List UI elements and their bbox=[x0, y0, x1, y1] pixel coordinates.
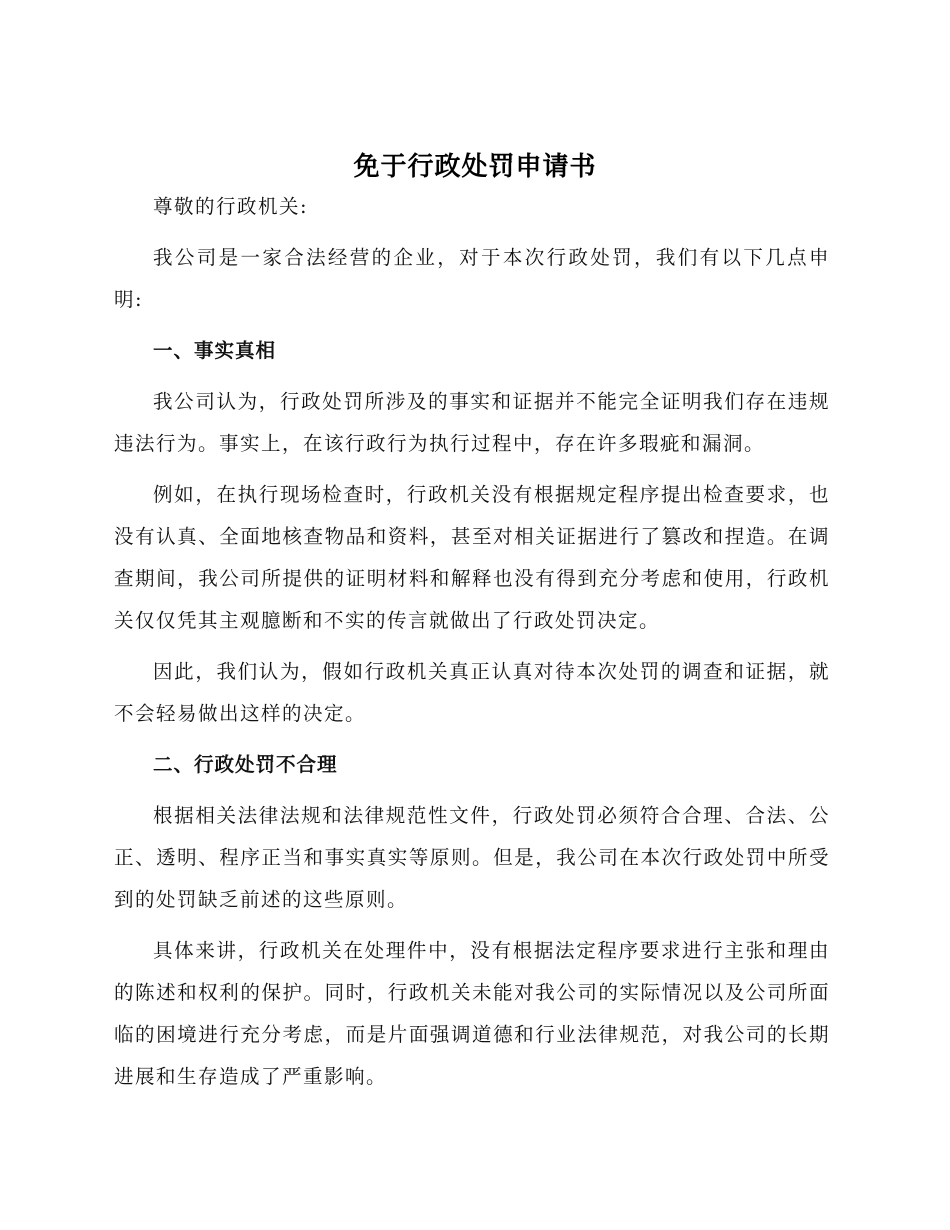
section-2-heading: 二、行政处罚不合理 bbox=[153, 753, 338, 776]
section-1-heading: 一、事实真相 bbox=[153, 339, 277, 362]
section-2-paragraph-1: 根据相关法律法规和法律规范性文件，行政处罚必须符合合理、合法、公正、透明、程序正当和事实真实等原则。但是，我公司在本次行政处罚中所受到的处罚缺乏前述的这些原则。 bbox=[114, 804, 830, 911]
intro-paragraph: 我公司是一家合法经营的企业，对于本次行政处罚，我们有以下几点申明: bbox=[114, 246, 830, 311]
section-1-paragraph-3: 因此，我们认为，假如行政机关真正认真对待本次处罚的调查和证据，就不会轻易做出这样的决定。 bbox=[114, 660, 830, 725]
document-body bbox=[114, 186, 830, 1098]
section-2-paragraph-2: 具体来讲，行政机关在处理件中，没有根据法定程序要求进行主张和理由的陈述和权利的保护。同时，行政机关未能对我公司的实际情况以及公司所面临的困境进行充分考虑，而是片面强调道德和行业法律规范，对我公司的长期进展和生存造成了严重影响。 bbox=[114, 939, 830, 1088]
section-1-paragraph-1: 我公司认为，行政处罚所涉及的事实和证据并不能完全证明我们存在违规违法行为。事实上，在该行政行为执行过程中，存在许多瑕疵和漏洞。 bbox=[114, 390, 830, 455]
salutation: 尊敬的行政机关: bbox=[153, 195, 309, 218]
section-1-paragraph-2: 例如，在执行现场检查时，行政机关没有根据规定程序提出检查要求，也没有认真、全面地核查物品和资料，甚至对相关证据进行了篡改和捏造。在调查期间，我公司所提供的证明材料和解释也没有得到充分考虑和使用，行政机关仅仅凭其主观臆断和不实的传言就做出了行政处罚决定。 bbox=[114, 483, 830, 632]
document-title: 免于行政处罚申请书 bbox=[353, 152, 597, 182]
